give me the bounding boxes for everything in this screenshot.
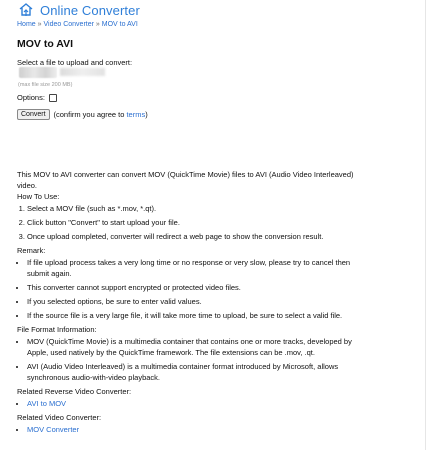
remark-item: • If the source file is a very large file, it will take more time to upload, be sure to select a valid file. <box>27 310 362 321</box>
related-video-list <box>17 424 362 435</box>
format-info-item: • MOV (QuickTime Movie) is a multimedia container that contains one or more tracks, developed by Apple, used natively by the QuickTime framework. The file extensions can be .mov, .qt. <box>27 336 362 358</box>
convert-row <box>17 109 148 120</box>
related-link-item <box>27 398 362 409</box>
options-label: Options: <box>17 93 45 102</box>
choose-file-button[interactable] <box>19 67 57 78</box>
breadcrumb-current[interactable]: MOV to AVI <box>101 21 138 28</box>
related-link-item <box>27 424 362 435</box>
options-checkbox[interactable] <box>49 94 57 102</box>
options-row <box>17 93 57 102</box>
format-info-list <box>17 336 362 383</box>
convert-button[interactable]: Convert <box>17 109 50 120</box>
online-converter-logo-icon[interactable] <box>17 2 37 18</box>
breadcrumb-separator: » <box>35 21 44 28</box>
remark-item: • This converter cannot support encrypted or protected video files. <box>27 282 362 293</box>
related-reverse-list <box>17 398 362 409</box>
breadcrumb <box>17 21 138 28</box>
how-to-steps <box>17 203 362 242</box>
related-reverse-heading: Related Reverse Video Converter: <box>17 387 132 396</box>
terms-note-prefix: (confirm you agree to <box>53 110 127 119</box>
mov-converter-link[interactable]: MOV Converter <box>27 425 80 434</box>
breadcrumb-separator: » <box>93 21 102 28</box>
selected-file-name <box>60 68 105 76</box>
terms-note-suffix: ) <box>145 110 148 119</box>
terms-note <box>54 110 148 119</box>
how-to-step: 3. Once upload completed, converter will redirect a web page to show the conversion result. <box>27 231 362 242</box>
remark-list <box>17 257 362 321</box>
content <box>17 169 362 438</box>
site-header <box>17 1 140 19</box>
terms-link[interactable]: terms <box>126 110 146 119</box>
remark-heading: Remark: <box>17 246 46 255</box>
converter-description: This MOV to AVI converter can convert MOV (QuickTime Movie) files to AVI (Audio Video Interleaved) video. <box>17 170 354 190</box>
site-name[interactable]: Online Converter <box>40 2 140 18</box>
format-info-heading: File Format Information: <box>17 325 97 334</box>
related-video-heading: Related Video Converter: <box>17 413 102 422</box>
format-info-item: • AVI (Audio Video Interleaved) is a multimedia container format introduced by Microsoft, allows synchronous audio-with-video playback. <box>27 361 362 383</box>
upload-label: Select a file to upload and convert: <box>17 58 133 67</box>
breadcrumb-video-converter[interactable]: Video Converter <box>43 21 94 28</box>
breadcrumb-home[interactable]: Home <box>17 21 36 28</box>
remark-item: • If you selected options, be sure to enter valid values. <box>27 296 362 307</box>
how-to-heading: How To Use: <box>17 192 60 201</box>
how-to-step: 2. Click button "Convert" to start upload your file. <box>27 217 362 228</box>
page-title: MOV to AVI <box>17 38 73 50</box>
remark-item: • If file upload process takes a very long time or no response or very slow, please try to cancel then submit again. <box>27 257 362 279</box>
how-to-step: 1. Select a MOV file (such as *.mov, *.qt). <box>27 203 362 214</box>
max-file-size-note: (max file size 200 MB) <box>18 82 73 88</box>
avi-to-mov-link[interactable]: AVI to MOV <box>27 399 67 408</box>
